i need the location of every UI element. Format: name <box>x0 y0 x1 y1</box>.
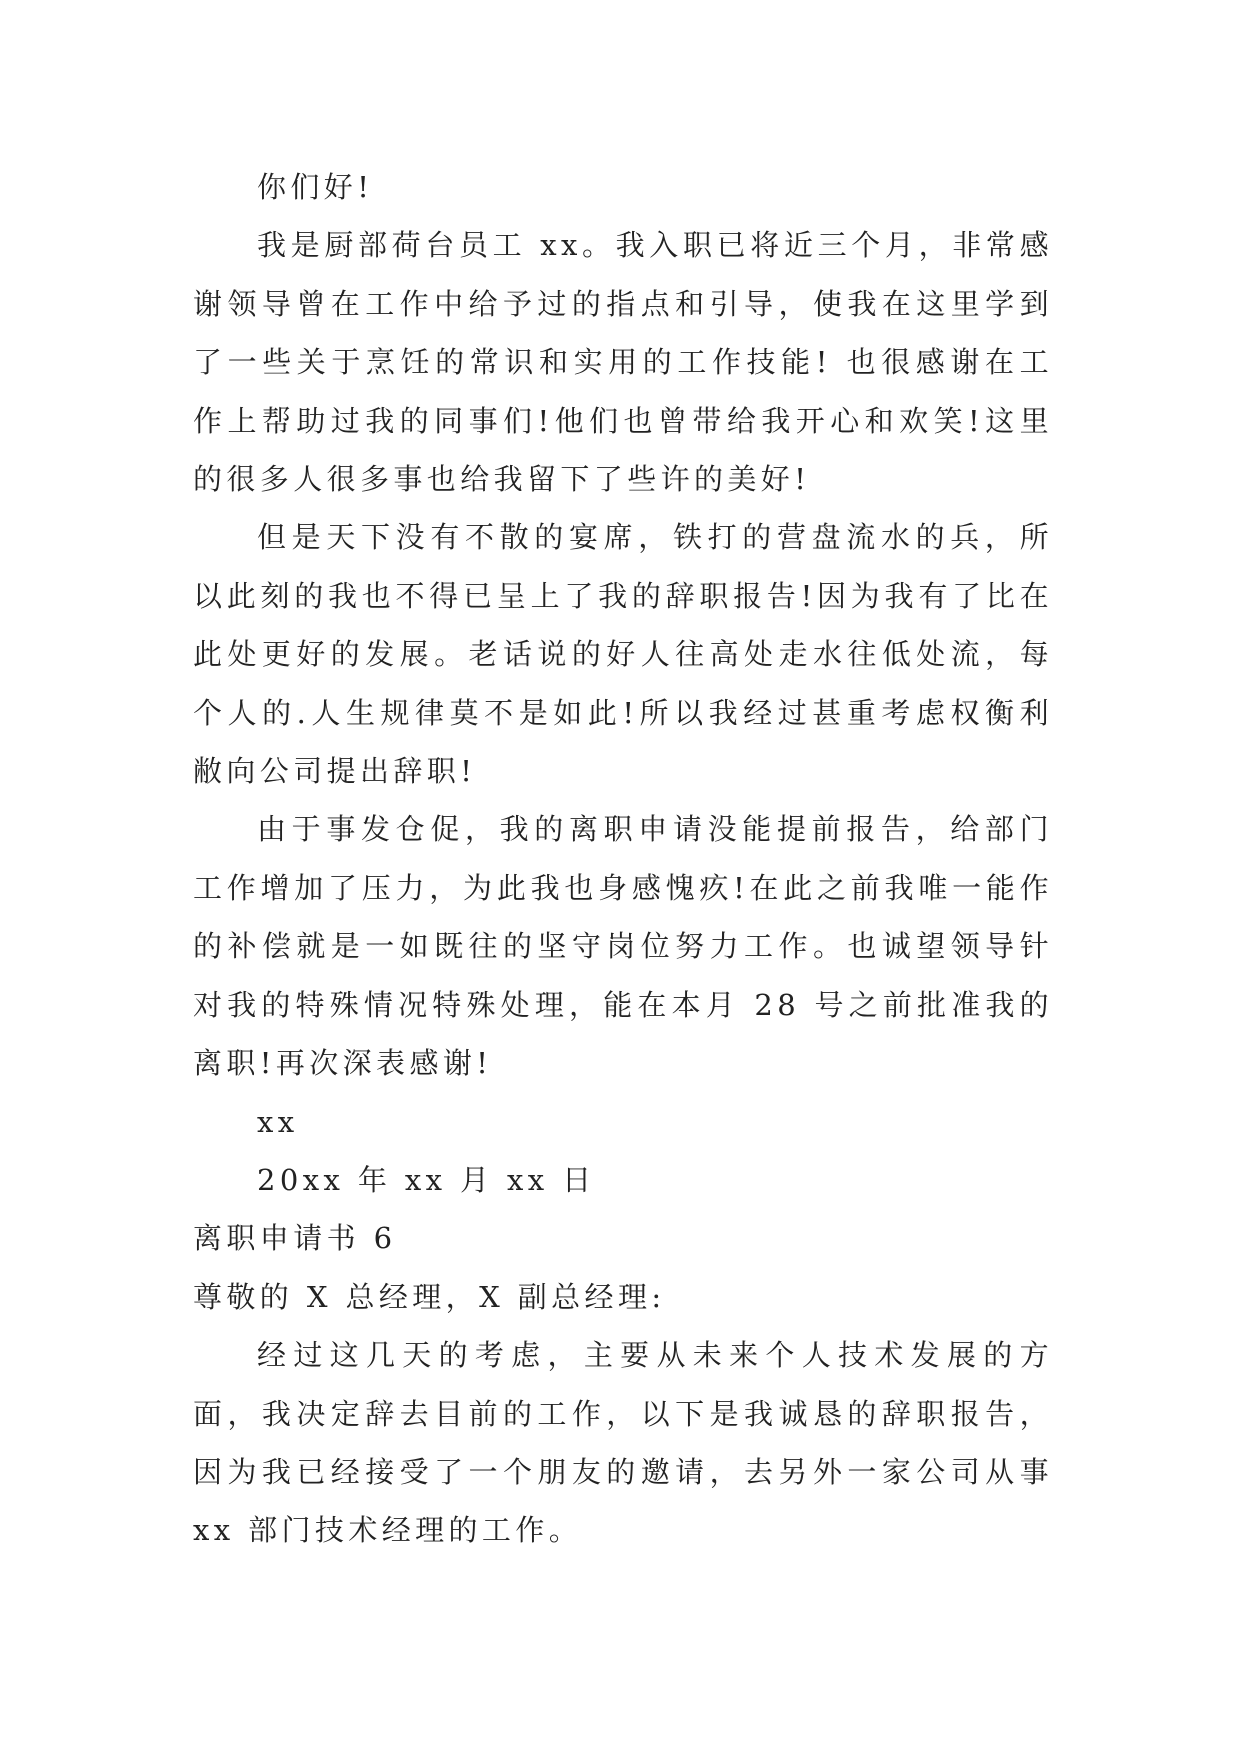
paragraph-decision: 经过这几天的考虑，主要从未来个人技术发展的方面，我决定辞去目前的工作，以下是我诚恳的辞职报告，因为我已经接受了一个朋友的邀请，去另外一家公司从事 xx 部门技术经理的工作。 <box>193 1338 1053 1548</box>
section-heading: 离职申请书 6 <box>193 1221 397 1256</box>
paragraph-reason: 但是天下没有不散的宴席，铁打的营盘流水的兵，所以此刻的我也不得已呈上了我的辞职报告!因为我有了比在此处更好的发展。老话说的好人往高处走水往低处流，每个人的.人生规律莫不是如此!所以我经过甚重考虑权衡利敝向公司提出辞职! <box>193 520 1053 789</box>
document-body <box>193 158 1053 1560</box>
paragraph-thanks: 我是厨部荷台员工 xx。我入职已将近三个月，非常感谢领导曾在工作中给予过的指点和引导，使我在这里学到了一些关于烹饪的常识和实用的工作技能! 也很感谢在工作上帮助过我的同事们!他们也曾带给我开心和欢笑!这里的很多人很多事也给我留下了些许的美好! <box>193 228 1053 497</box>
signature-date: 20xx 年 xx 月 xx 日 <box>257 1162 596 1197</box>
greeting-line: 你们好! <box>257 170 374 204</box>
salutation-line: 尊敬的 X 总经理，X 副总经理: <box>193 1279 666 1314</box>
signature-name: xx <box>257 1104 299 1139</box>
paragraph-apology: 由于事发仓促，我的离职申请没能提前报告，给部门工作增加了压力，为此我也身感愧疚!在此之前我唯一能作的补偿就是一如既往的坚守岗位努力工作。也诚望领导针对我的特殊情况特殊处理，能在本月 28 号之前批准我的离职!再次深表感谢! <box>193 812 1053 1081</box>
